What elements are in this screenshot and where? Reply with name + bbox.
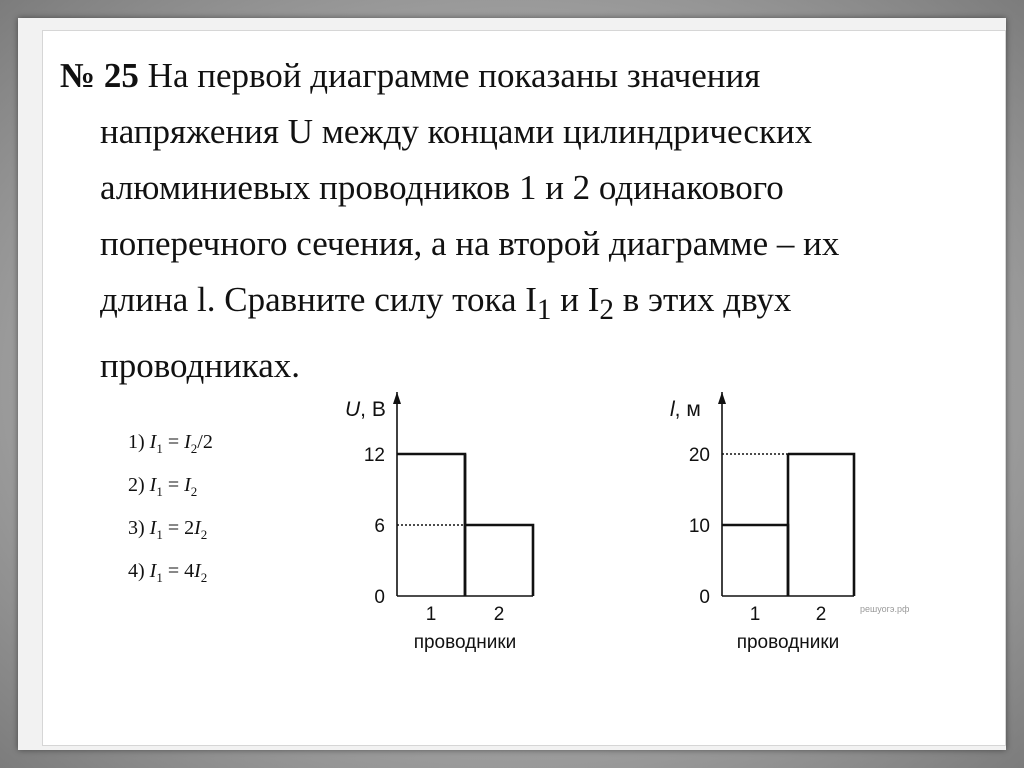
option-rhs: I xyxy=(194,517,201,539)
y-axis-label: U, В xyxy=(345,398,386,421)
answer-option-1[interactable] xyxy=(128,424,213,467)
x-axis-label: проводники xyxy=(736,632,840,653)
y-tick-label: 10 xyxy=(688,516,710,537)
problem-line-3: алюминиевых проводников 1 и 2 одинакового xyxy=(100,168,784,207)
problem-text-5a: длина l. Сравните силу тока I xyxy=(100,280,537,319)
option-number: 2) xyxy=(128,474,145,496)
y-axis-arrow xyxy=(718,392,726,404)
option-number: 1) xyxy=(128,431,145,453)
problem-line-6: проводниках. xyxy=(100,346,301,385)
option-rhs: I xyxy=(184,431,191,453)
y-axis-arrow xyxy=(393,392,401,404)
option-rhs-sub: 2 xyxy=(190,484,198,499)
problem-line-5 xyxy=(60,272,960,338)
option-lhs: I xyxy=(149,517,157,539)
problem-line-2: напряжения U между концами цилиндрических xyxy=(100,112,813,151)
problem-number: № 25 xyxy=(60,56,139,95)
y-tick-label: 0 xyxy=(699,587,710,608)
x-tick-label: 2 xyxy=(815,604,827,625)
answer-option-2[interactable] xyxy=(128,467,213,510)
answer-option-3[interactable] xyxy=(128,510,213,553)
option-number: 3) xyxy=(128,517,145,539)
option-lhs-sub: 1 xyxy=(156,484,163,499)
option-rhs-sub: 2 xyxy=(200,527,208,542)
option-rhs-sub: 2 xyxy=(200,570,208,585)
y-axis-label: l, м xyxy=(670,398,701,421)
x-axis-label: проводники xyxy=(413,632,517,653)
problem-text xyxy=(60,48,960,394)
answer-option-4[interactable] xyxy=(128,553,213,596)
option-coef: 4 xyxy=(184,560,195,582)
x-tick-label: 1 xyxy=(749,604,761,625)
subscript-2: 2 xyxy=(599,294,614,326)
option-rhs: I xyxy=(194,560,201,582)
option-lhs-sub: 1 xyxy=(156,527,163,542)
bar-1 xyxy=(722,525,788,596)
option-lhs-sub: 1 xyxy=(156,441,163,456)
option-coef: 2 xyxy=(184,517,195,539)
problem-text-5b: и I xyxy=(551,280,600,319)
problem-text-1: На первой диаграмме показаны значения xyxy=(147,56,761,95)
option-eq: = xyxy=(162,560,185,582)
length-chart xyxy=(660,380,920,660)
watermark: решуогэ.рф xyxy=(860,604,910,614)
y-tick-label: 6 xyxy=(374,516,385,537)
bar-2 xyxy=(465,525,533,596)
option-tail: /2 xyxy=(197,431,213,453)
subscript-1: 1 xyxy=(536,294,552,326)
option-number: 4) xyxy=(128,560,145,582)
answer-options xyxy=(128,424,213,596)
option-rhs: I xyxy=(184,474,191,496)
voltage-chart xyxy=(330,380,570,660)
y-tick-label: 0 xyxy=(374,587,385,608)
option-lhs: I xyxy=(149,474,157,496)
problem-text-5c: в этих двух xyxy=(613,280,792,319)
option-eq: = xyxy=(162,431,185,453)
x-tick-label: 2 xyxy=(493,604,505,625)
option-lhs-sub: 1 xyxy=(156,570,163,585)
option-eq: = xyxy=(162,474,185,496)
bar-2 xyxy=(788,454,854,596)
y-tick-label: 20 xyxy=(688,445,710,466)
option-rhs-sub: 2 xyxy=(190,441,198,456)
option-lhs: I xyxy=(149,431,157,453)
problem-line-4: поперечного сечения, а на второй диаграмме – их xyxy=(100,224,840,263)
problem-line-1 xyxy=(60,48,960,104)
y-tick-label: 12 xyxy=(363,445,385,466)
option-eq: = xyxy=(162,517,185,539)
option-lhs: I xyxy=(149,560,157,582)
x-tick-label: 1 xyxy=(425,604,437,625)
